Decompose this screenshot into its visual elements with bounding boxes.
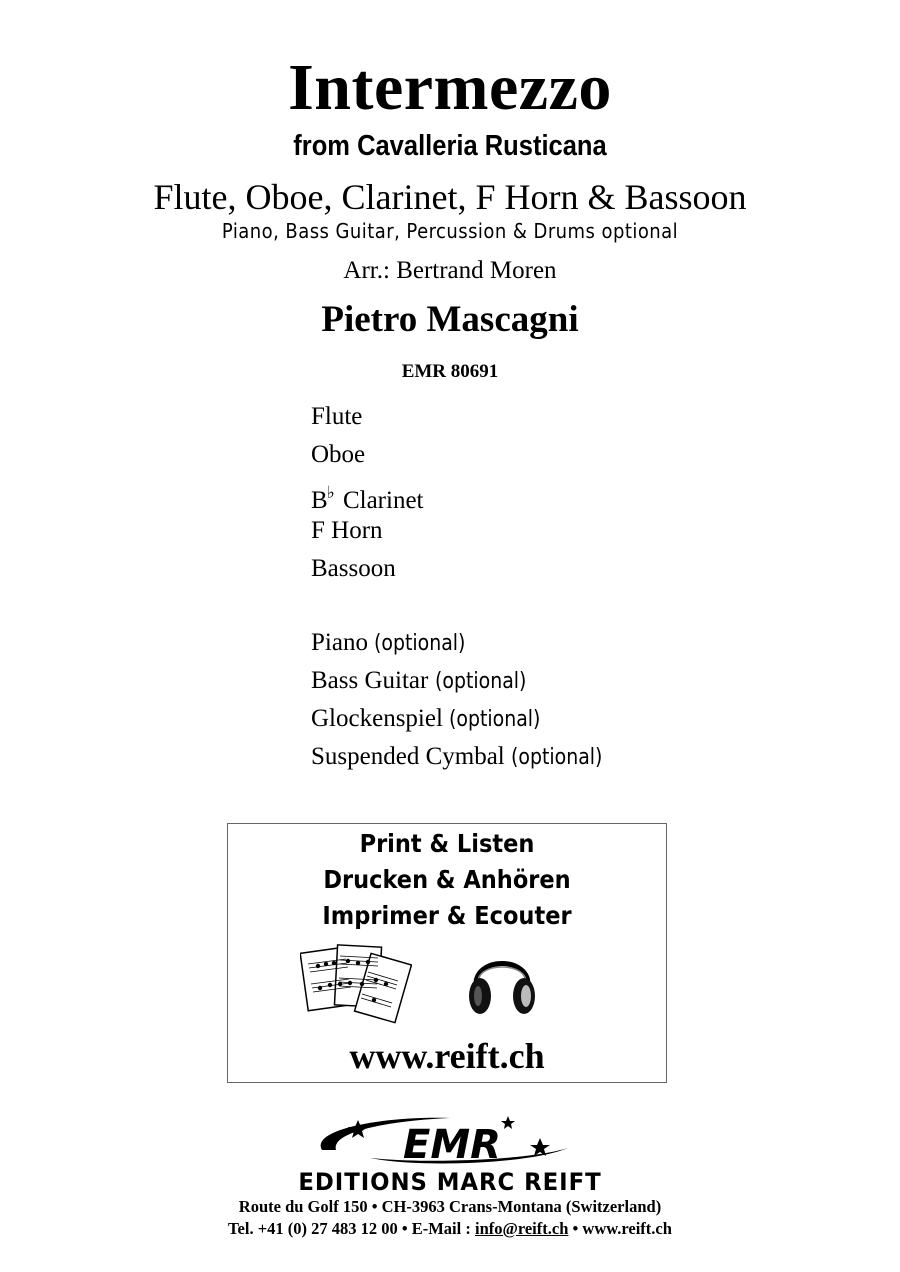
part-item: B♭ Clarinet <box>311 483 424 514</box>
composer: Pietro Mascagni <box>321 299 579 340</box>
website-link[interactable]: www.reift.ch <box>349 1036 545 1076</box>
optional-instruments-line: Piano, Bass Guitar, Percussion & Drums optional <box>221 219 679 243</box>
emr-logo <box>300 1110 600 1172</box>
publisher-contact: Tel. +41 (0) 27 483 12 00 • E-Mail : info@reift.ch • www.reift.ch <box>228 1219 672 1238</box>
headphones-icon <box>466 942 538 1022</box>
catalog-number: EMR 80691 <box>401 361 499 382</box>
instrumentation: Flute, Oboe, Clarinet, F Horn & Bassoon <box>153 177 747 217</box>
optional-part-item: Bass Guitar (optional) <box>311 667 527 694</box>
publisher-name: EDITIONS MARC REIFT <box>298 1168 602 1196</box>
print-listen-de: Drucken & Anhören <box>323 865 571 894</box>
emr-logo-text: EMR <box>403 1122 501 1168</box>
part-item: Oboe <box>311 441 366 468</box>
print-listen-box <box>227 823 667 1083</box>
email-link[interactable]: info@reift.ch <box>474 1219 569 1238</box>
print-listen-fr: Imprimer & Ecouter <box>322 901 572 930</box>
part-item: Flute <box>311 403 363 430</box>
sheet-music-icon <box>300 942 412 1032</box>
optional-part-item: Suspended Cymbal (optional) <box>311 743 603 770</box>
title: Intermezzo <box>288 51 612 124</box>
print-listen-en: Print & Listen <box>359 829 535 858</box>
publisher-address: Route du Golf 150 • CH-3963 Crans-Montana (Switzerland) <box>238 1197 662 1216</box>
parts-list <box>311 398 731 776</box>
optional-part-item: Piano (optional) <box>311 629 466 656</box>
optional-part-item: Glockenspiel (optional) <box>311 705 541 732</box>
part-item: Bassoon <box>311 555 396 582</box>
arranger: Arr.: Bertrand Moren <box>343 257 557 284</box>
flat-sign: ♭ <box>326 483 335 502</box>
subtitle: from Cavalleria Rusticana <box>293 130 607 162</box>
part-item: F Horn <box>311 517 383 544</box>
